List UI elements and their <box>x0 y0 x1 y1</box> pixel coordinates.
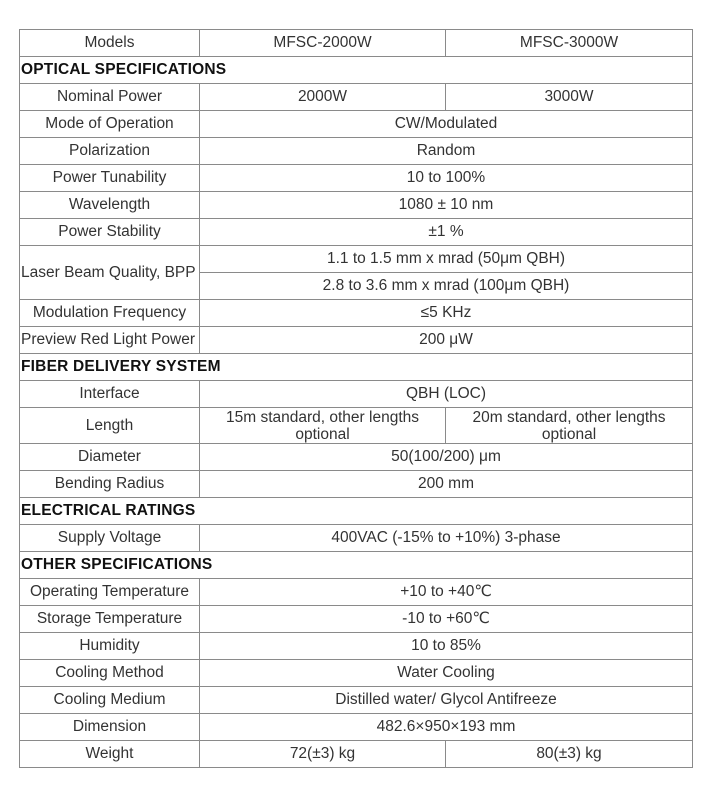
cell-shared: QBH (LOC) <box>200 381 693 408</box>
table-row <box>20 84 693 111</box>
cell-shared: 200 μW <box>200 327 693 354</box>
table-row <box>20 246 693 273</box>
section-row <box>20 354 693 381</box>
row-label: Length <box>20 408 200 444</box>
row-label: Mode of Operation <box>20 111 200 138</box>
row-label: Preview Red Light Power <box>20 327 200 354</box>
cell-3000w: 80(±3) kg <box>446 741 693 768</box>
cell-shared: Water Cooling <box>200 660 693 687</box>
row-label: Laser Beam Quality, BPP <box>20 246 200 300</box>
header-model-2000w: MFSC-2000W <box>200 30 446 57</box>
cell-shared: -10 to +60℃ <box>200 606 693 633</box>
row-label: Power Stability <box>20 219 200 246</box>
row-label: Bending Radius <box>20 471 200 498</box>
row-label: Cooling Method <box>20 660 200 687</box>
cell-2000w: 72(±3) kg <box>200 741 446 768</box>
cell-shared: 400VAC (-15% to +10%) 3-phase <box>200 525 693 552</box>
table-row <box>20 381 693 408</box>
table-header-row <box>20 30 693 57</box>
cell-shared: 1.1 to 1.5 mm x mrad (50μm QBH) <box>200 246 693 273</box>
cell-shared: Distilled water/ Glycol Antifreeze <box>200 687 693 714</box>
row-label: Storage Temperature <box>20 606 200 633</box>
table-row <box>20 660 693 687</box>
table-row <box>20 408 693 444</box>
row-label: Diameter <box>20 444 200 471</box>
spec-table <box>19 29 693 768</box>
cell-shared: 10 to 100% <box>200 165 693 192</box>
cell-2000w: 2000W <box>200 84 446 111</box>
table-row <box>20 606 693 633</box>
table-row <box>20 444 693 471</box>
section-row <box>20 498 693 525</box>
cell-shared: +10 to +40℃ <box>200 579 693 606</box>
cell-shared: ≤5 KHz <box>200 300 693 327</box>
row-label: Operating Temperature <box>20 579 200 606</box>
row-label: Interface <box>20 381 200 408</box>
section-row <box>20 552 693 579</box>
cell-3000w: 3000W <box>446 84 693 111</box>
cell-shared: 50(100/200) μm <box>200 444 693 471</box>
row-label: Polarization <box>20 138 200 165</box>
table-row <box>20 138 693 165</box>
table-row <box>20 327 693 354</box>
section-other: OTHER SPECIFICATIONS <box>20 552 693 579</box>
table-row <box>20 579 693 606</box>
table-row <box>20 687 693 714</box>
section-optical: OPTICAL SPECIFICATIONS <box>20 57 693 84</box>
cell-shared: CW/Modulated <box>200 111 693 138</box>
header-models: Models <box>20 30 200 57</box>
table-row <box>20 192 693 219</box>
row-label: Power Tunability <box>20 165 200 192</box>
cell-shared: Random <box>200 138 693 165</box>
cell-3000w: 20m standard, other lengths optional <box>446 408 693 444</box>
table-row <box>20 165 693 192</box>
section-fiber: FIBER DELIVERY SYSTEM <box>20 354 693 381</box>
table-row <box>20 633 693 660</box>
row-label: Dimension <box>20 714 200 741</box>
row-label: Supply Voltage <box>20 525 200 552</box>
table-row <box>20 219 693 246</box>
table-row <box>20 300 693 327</box>
header-model-3000w: MFSC-3000W <box>446 30 693 57</box>
row-label: Cooling Medium <box>20 687 200 714</box>
section-electrical: ELECTRICAL RATINGS <box>20 498 693 525</box>
cell-shared: 482.6×950×193 mm <box>200 714 693 741</box>
cell-shared: 1080 ± 10 nm <box>200 192 693 219</box>
cell-shared: 200 mm <box>200 471 693 498</box>
table-row <box>20 741 693 768</box>
row-label: Modulation Frequency <box>20 300 200 327</box>
row-label: Humidity <box>20 633 200 660</box>
cell-shared: ±1 % <box>200 219 693 246</box>
cell-2000w: 15m standard, other lengths optional <box>200 408 446 444</box>
row-label: Wavelength <box>20 192 200 219</box>
table-row <box>20 525 693 552</box>
table-row <box>20 471 693 498</box>
row-label: Weight <box>20 741 200 768</box>
cell-shared: 2.8 to 3.6 mm x mrad (100μm QBH) <box>200 273 693 300</box>
cell-shared: 10 to 85% <box>200 633 693 660</box>
table-row <box>20 111 693 138</box>
row-label: Nominal Power <box>20 84 200 111</box>
section-row <box>20 57 693 84</box>
table-row <box>20 714 693 741</box>
